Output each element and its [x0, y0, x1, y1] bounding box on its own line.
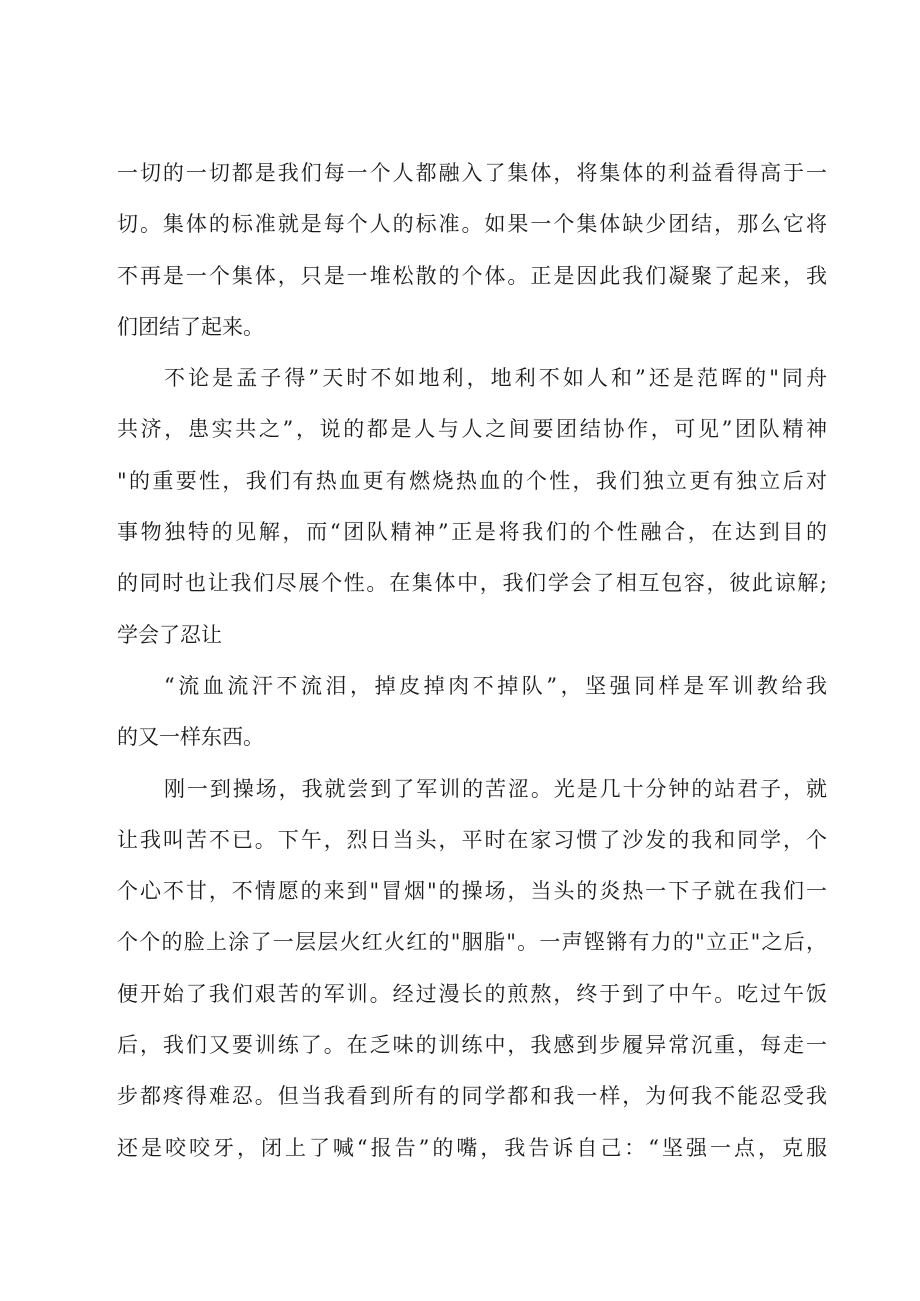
text-line: 后，我们又要训练了。在乏味的训练中，我感到步履异常沉重，每走一: [117, 1033, 827, 1058]
paragraph-team-spirit: [117, 353, 827, 661]
text-line: 们团结了起来。: [117, 314, 264, 339]
text-line: 个个的脸上涂了一层层火红火红的"胭脂"。一声铿锵有力的"立正"之后，: [117, 930, 827, 955]
text-line: 的同时也让我们尽展个性。在集体中，我们学会了相互包容，彼此谅解;: [117, 571, 827, 596]
paragraph-perseverance: [117, 661, 827, 764]
text-line: 不再是一个集体，只是一堆松散的个体。正是因此我们凝聚了起来，我: [117, 263, 827, 288]
text-line: 切。集体的标准就是每个人的标准。如果一个集体缺少团结，那么它将: [117, 212, 827, 237]
text-line: 个心不甘，不情愿的来到"冒烟"的操场，当头的炎热一下子就在我们一: [117, 879, 827, 904]
text-line: “流血流汗不流泪，掉皮掉肉不掉队”，坚强同样是军训教给我: [164, 673, 827, 698]
paragraph-training: [117, 764, 827, 1174]
text-line: 不论是孟子得”天时不如地利，地利不如人和”还是范晖的"同舟: [164, 366, 827, 391]
text-line: 的又一样东西。: [117, 725, 264, 750]
document-body: [117, 148, 827, 1174]
text-line: 便开始了我们艰苦的军训。经过漫长的煎熬，终于到了中午。吃过午饭: [117, 981, 827, 1006]
text-line: 让我叫苦不已。下午，烈日当头，平时在家习惯了沙发的我和同学，个: [117, 827, 827, 852]
text-line: 一切的一切都是我们每一个人都融入了集体，将集体的利益看得高于一: [117, 161, 827, 185]
text-line: 共济，患实共之”，说的都是人与人之间要团结协作，可见”团队精神: [117, 417, 827, 442]
text-line: 刚一到操场，我就尝到了军训的苦涩。光是几十分钟的站君子，就: [164, 776, 827, 801]
text-line: 事物独特的见解，而“团队精神”正是将我们的个性融合，在达到目的: [117, 520, 827, 545]
paragraph-collective: [117, 148, 827, 353]
text-line: 步都疼得难忍。但当我看到所有的同学都和我一样，为何我不能忍受我: [117, 1084, 827, 1109]
text-line: "的重要性，我们有热血更有燃烧热血的个性，我们独立更有独立后对: [117, 468, 827, 493]
text-line: 学会了忍让: [117, 622, 222, 647]
text-line: 还是咬咬牙，闭上了喊“报告”的嘴，我告诉自己：“坚强一点，克服: [117, 1135, 827, 1160]
